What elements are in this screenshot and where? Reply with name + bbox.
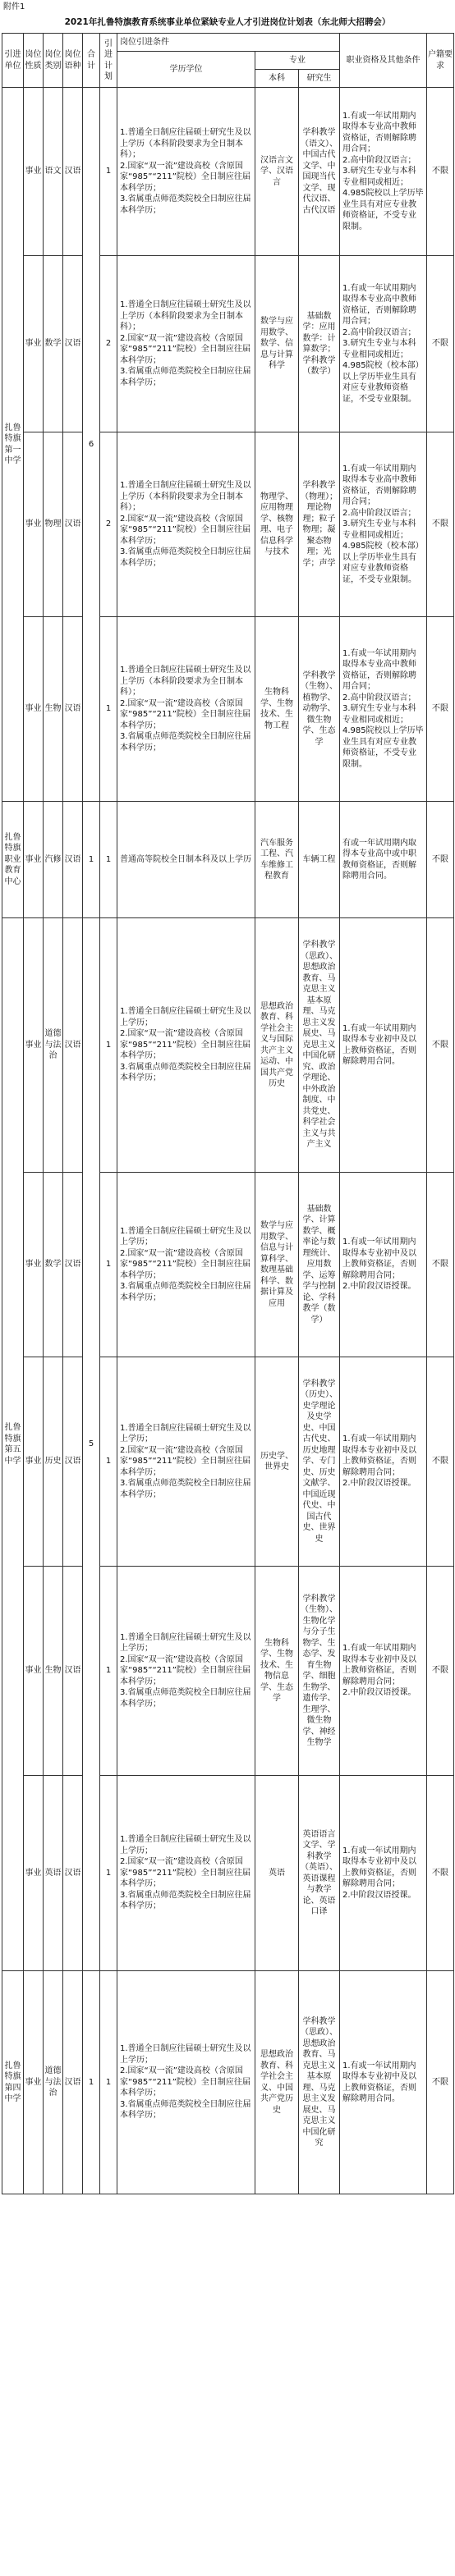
grad-major-cell: 基础数学、计算数学、概率论与数理统计、应用数学、运筹学与控制论、学科教学（数学） [299,1173,340,1357]
plan-cell: 1 [100,1173,117,1357]
lang-cell: 汉语 [63,1357,83,1567]
header-major: 专业 [255,52,340,70]
nature-cell: 事业 [24,1776,44,1971]
unit-cell: 扎鲁特旗第四中学 [2,1971,24,2194]
total-cell: 5 [83,918,100,1971]
school-cell: 1.普通全日制应往届硕士研究生及以上学历； 2.国家“双一流”建设高校（含原国家“985”“211”院校）全日制应往届本科学历； 3.省属重点师范类院校全日制应往届本科学历； [117,1776,255,1971]
hukou-cell: 不限 [427,1971,454,2194]
undergrad-major-cell: 数学与应用数学、数学、信息与计算科学 [255,256,299,432]
grad-major-cell: 学科教学（生物）、生物化学与分子生物学、生态学、发育生物学、细胞生物学、遗传学、生理学、微生物学、神经生物学 [299,1567,340,1776]
undergrad-major-cell: 历史学、世界史 [255,1357,299,1567]
post-cell: 物理 [44,432,63,617]
grad-major-cell: 学科教学（思政）、思想政治教育、马克思主义基本原理、马克思主义发展史、马克思主义中国化研究、政治学理论、中外政治制度、中共党史、科学社会主义与共产主义 [299,918,340,1173]
table-row [2,1357,454,1567]
lang-cell: 汉语 [63,88,83,256]
plan-cell: 1 [100,802,117,918]
nature-cell: 事业 [24,88,44,256]
plan-cell: 1 [100,1567,117,1776]
hukou-cell: 不限 [427,88,454,256]
header-conditions: 岗位引进条件 [117,34,340,52]
hukou-cell: 不限 [427,918,454,1173]
undergrad-major-cell: 汽车服务工程、汽车维修工程教育 [255,802,299,918]
header-post: 岗位类别 [44,34,63,88]
hukou-cell: 不限 [427,432,454,617]
undergrad-major-cell: 思想政治教育、科学社会主义与国际共产主义运动、中国共产党历史 [255,918,299,1173]
hukou-cell: 不限 [427,1357,454,1567]
hukou-cell: 不限 [427,1173,454,1357]
school-cell: 1.普通全日制应往届硕士研究生及以上学历； 2.国家“双一流”建设高校（含原国家“985”“211”院校）全日制应往届本科学历； 3.省属重点师范类院校全日制应往届本科学历； [117,1567,255,1776]
lang-cell: 汉语 [63,1567,83,1776]
nature-cell: 事业 [24,617,44,802]
plan-cell: 1 [100,1971,117,2194]
school-cell: 1.普通全日制应往届硕士研究生及以上学历（本科阶段要求为全日制本科）； 2.国家“双一流”建设高校（含原国家“985”“211”院校）全日制应往届本科学历； 3.省属重点师范类院校全日制应往届本科学历； [117,256,255,432]
lang-cell: 汉语 [63,918,83,1173]
nature-cell: 事业 [24,1173,44,1357]
post-cell: 生物 [44,617,63,802]
document-title: 2021年扎鲁特旗教育系统事业单位紧缺专业人才引进岗位计划表（东北师大招聘会） [64,17,391,27]
attachment-label: 附件1 [3,2,25,11]
table-row [2,802,454,918]
unit-cell: 扎鲁特旗第一中学 [2,88,24,802]
header-unit: 引进单位 [2,34,24,88]
header-lang: 岗位语种 [63,34,83,88]
header-nature: 岗位性质 [24,34,44,88]
lang-cell: 汉语 [63,1776,83,1971]
nature-cell: 事业 [24,1567,44,1776]
nature-cell: 事业 [24,1357,44,1567]
plan-cell: 1 [100,918,117,1173]
post-cell: 道德与法治 [44,1971,63,2194]
nature-cell: 事业 [24,918,44,1173]
lang-cell: 汉语 [63,1173,83,1357]
table-row [2,88,454,256]
unit-cell: 扎鲁特旗职业教育中心 [2,802,24,918]
table-row [2,918,454,1173]
school-cell: 1.普通全日制应往届硕士研究生及以上学历； 2.国家“双一流”建设高校（含原国家“985”“211”院校）全日制应往届本科学历； 3.省属重点师范类院校全日制应往届本科学历； [117,1173,255,1357]
lang-cell: 汉语 [63,1971,83,2194]
grad-major-cell: 学科教学（语文）、中国古代文学、中国现当代文学、现代汉语、古代汉语 [299,88,340,256]
plan-cell: 1 [100,1357,117,1567]
cert-cell: 1.有或一年试用期内取得本专业初中及以上教师资格证，否则解除聘用合同； 2.中阶段汉语授课。 [340,1357,427,1567]
school-cell: 1.普通全日制应往届硕士研究生及以上学历； 2.国家“双一流”建设高校（含原国家“985”“211”院校）全日制应往届本科学历； 3.省属重点师范类院校全日制应往届本科学历； [117,1357,255,1567]
hukou-cell: 不限 [427,617,454,802]
cert-cell: 1.有或一年试用期内取得本专业初中及以上教师资格证，否则解除聘用合同； 2.中阶段汉语授课。 [340,1173,427,1357]
undergrad-major-cell: 汉语言文学、汉语言 [255,88,299,256]
plan-cell: 1 [100,88,117,256]
lang-cell: 汉语 [63,256,83,432]
plan-cell: 1 [100,617,117,802]
header-school: 学历学位 [117,52,255,88]
nature-cell: 事业 [24,256,44,432]
table-row [2,1776,454,1971]
table-row [2,1173,454,1357]
grad-major-cell: 基础数学：应用数学：计算数学；学科教学（数学） [299,256,340,432]
cert-cell: 1.有或一年试用期内取得本专业高中教师资格证，否则解除聘用合同； 2.高中阶段汉语言； 3.研究生专业与本科专业相同或相近； 4.985院校（校本部）以上学历毕业生具有对应专业教师资格证，不受专业限制。 [340,432,427,617]
nature-cell: 事业 [24,1971,44,2194]
undergrad-major-cell: 物理学、应用物理学、核物理、电子信息科学与技术 [255,432,299,617]
grad-major-cell: 学科教学（历史）、史学理论及史学史、中国古代史、历史地理学、专门史、历史文献学、中国近现代史、中国古代史、世界史 [299,1357,340,1567]
cert-cell: 1.有或一年试用期内取得本专业初中及以上教师资格证，否则解除聘用合同； 2.中阶段汉语授课。 [340,1776,427,1971]
total-cell: 6 [83,88,100,802]
table-row [2,1971,454,2194]
post-cell: 数学 [44,1173,63,1357]
nature-cell: 事业 [24,432,44,617]
post-cell: 英语 [44,1776,63,1971]
post-cell: 生物 [44,1567,63,1776]
cert-cell: 1.有或一年试用期内取得本专业初中及以上教师资格证，否则解除聘用合同。 [340,1971,427,2194]
undergrad-major-cell: 数学与应用数学、信息与计算科学、数理基础科学、数据计算及应用 [255,1173,299,1357]
school-cell: 1.普通全日制应往届硕士研究生及以上学历（本科阶段要求为全日制本科）； 2.国家“双一流”建设高校（含原国家“985”“211”院校）全日制应往届本科学历； 3.省属重点师范类院校全日制应往届本科学历； [117,432,255,617]
grad-major-cell: 学科教学（生物）、植物学、动物学、微生物学、生态学 [299,617,340,802]
cert-cell: 1.有或一年试用期内取得本专业初中及以上教师资格证，否则解除聘用合同； 2.中阶段汉语授课。 [340,1567,427,1776]
table-row [2,256,454,432]
grad-major-cell: 英语语言文学、学科教学（英语）、英语课程与教学论、英语口译 [299,1776,340,1971]
cert-cell: 1.有或一年试用期内取得本专业高中教师资格证，否则解除聘用合同； 2.高中阶段汉语言； 3.研究生专业与本科专业相同或相近； 4.985院校以上学历毕业生具有对应专业教师资格证，不受专业限制。 [340,617,427,802]
grad-major-cell: 学科教学（物理）；理论物理；粒子物理；凝聚态物理；光学；声学 [299,432,340,617]
undergrad-major-cell: 生物科学、生物技术、生物信息学、生态学 [255,1567,299,1776]
school-cell: 1.普通全日制应往届硕士研究生及以上学历（本科阶段要求为全日制本科）； 2.国家“双一流”建设高校（含原国家“985”“211”院校）全日制应往届本科学历； 3.省属重点师范类院校全日制应往届本科学历； [117,88,255,256]
lang-cell: 汉语 [63,802,83,918]
header-plan: 引进计划 [100,34,117,88]
header-hukou: 户籍要求 [427,34,454,88]
cert-cell: 1.有或一年试用期内取得本专业高中教师资格证，否则解除聘用合同； 2.高中阶段汉语言； 3.研究生专业与本科专业相同或相近； 4.985院校（校本部）以上学历毕业生具有对应专业教师资格证，不受专业限制。 [340,256,427,432]
table-row [2,617,454,802]
undergrad-major-cell: 英语 [255,1776,299,1971]
header-total: 合计 [83,34,100,88]
cert-cell: 1.有或一年试用期内取得本专业高中教师资格证，否则解除聘用合同； 2.高中阶段汉语言； 3.研究生专业与本科专业相同或相近； 4.985院校以上学历毕业生具有对应专业教师资格证，不受专业限制。 [340,88,427,256]
post-cell: 道德与法治 [44,918,63,1173]
hukou-cell: 不限 [427,1776,454,1971]
post-cell: 历史 [44,1357,63,1567]
school-cell: 1.普通全日制应往届硕士研究生及以上学历（本科阶段要求为全日制本科）； 2.国家“双一流”建设高校（含原国家“985”“211”院校）全日制应往届本科学历； 3.省属重点师范类院校全日制应往届本科学历； [117,617,255,802]
school-cell: 1.普通全日制应往届硕士研究生及以上学历； 2.国家“双一流”建设高校（含原国家“985”“211”院校）全日制应往届本科学历； 3.省属重点师范类院校全日制应往届本科学历； [117,1971,255,2194]
unit-cell: 扎鲁特旗第五中学 [2,918,24,1971]
grad-major-cell: 学科教学（思政）、思想政治教育、马克思主义基本原理、马克思主义发展史、马克思主义中国化研究 [299,1971,340,2194]
nature-cell: 事业 [24,802,44,918]
hukou-cell: 不限 [427,802,454,918]
header-cert: 职业资格及其他条件 [340,34,427,88]
school-cell: 普通高等院校全日制本科及以上学历 [117,802,255,918]
school-cell: 1.普通全日制应往届硕士研究生及以上学历； 2.国家“双一流”建设高校（含原国家“985”“211”院校）全日制应往届本科学历； 3.省属重点师范类院校全日制应往届本科学历； [117,918,255,1173]
header-undergrad: 本科 [255,70,299,88]
grad-major-cell: 车辆工程 [299,802,340,918]
table-row [2,1567,454,1776]
hukou-cell: 不限 [427,1567,454,1776]
post-cell: 语文 [44,88,63,256]
total-cell: 1 [83,1971,100,2194]
cert-cell: 1.有或一年试用期内取得本专业初中及以上教师资格证，否则解除聘用合同。 [340,918,427,1173]
hukou-cell: 不限 [427,256,454,432]
lang-cell: 汉语 [63,432,83,617]
cert-cell: 有或一年试用期内取得本专业高中或中职教师资格证，否则解除聘用合同。 [340,802,427,918]
recruitment-table [2,33,454,2194]
header-grad: 研究生 [299,70,340,88]
plan-cell: 2 [100,432,117,617]
plan-cell: 2 [100,256,117,432]
post-cell: 汽修 [44,802,63,918]
lang-cell: 汉语 [63,617,83,802]
undergrad-major-cell: 思想政治教育、科学社会主义、中国共产党历史 [255,1971,299,2194]
total-cell: 1 [83,802,100,918]
plan-cell: 1 [100,1776,117,1971]
undergrad-major-cell: 生物科学、生物技术、生物工程 [255,617,299,802]
post-cell: 数学 [44,256,63,432]
table-row [2,432,454,617]
